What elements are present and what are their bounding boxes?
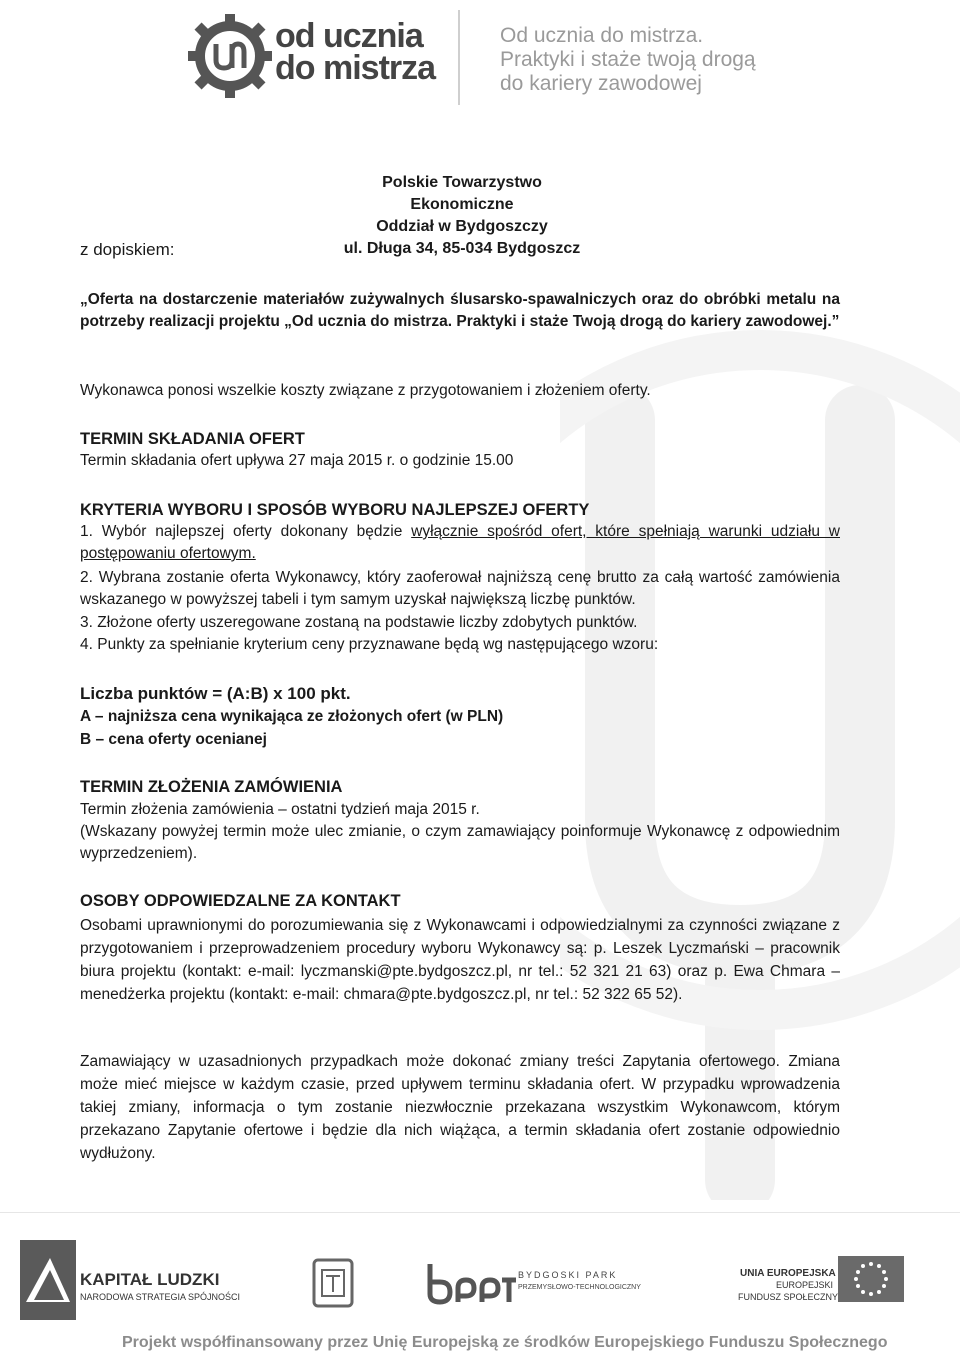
logo-wordmark: od ucznia do mistrza — [275, 17, 436, 87]
park-subtitle: PRZEMYSŁOWO-TECHNOLOGICZNY — [518, 1284, 641, 1291]
eu-subtitle-1: EUROPEJSKI — [776, 1280, 834, 1290]
footer-divider — [0, 1212, 960, 1213]
criteria-item-2: 2. Wybrana zostanie oferta Wykonawcy, który zaoferował najniższą cenę brutto za całą wartość zamówienia wskazanego w powyższej tabeli i tym samym uzyskał największą liczbę punktów. — [80, 569, 840, 608]
criteria-item-3: 3. Złożone oferty uszeregowane zostaną na podstawie liczby zdobytych punktów. — [80, 614, 638, 631]
recipient-address: Polskie Towarzystwo Ekonomiczne Oddział w Bydgoszczy ul. Długa 34, 85-034 Bydgoszcz — [343, 174, 581, 257]
header-tagline: Od ucznia do mistrza. Praktyki i staże twoją drogą do kariery zawodowej — [500, 24, 756, 95]
changes-text: Zamawiający w uzasadnionych przypadkach może dokonać zmiany treści Zapytania ofertowego. Zmiana może mieć miejsce w każdym czasie, przed upływem terminu składania ofert. W przypadku wprowadzenia takiej zmiany, informacja o tym zostanie niezwłocznie przekazana wszystkim Wykonawcom, którym przekazano Zapytanie ofertowe i będzie dla nich wiążąca, a termin składania ofert zostanie odpowiednio wydłużony. — [80, 1053, 840, 1162]
pte-emblem-icon — [312, 1258, 354, 1308]
kapital-ludzki-subtitle: NARODOWA STRATEGIA SPÓJNOŚCI — [80, 1292, 241, 1302]
order-term-note: (Wskazany powyżej termin może ulec zmianie, o czym zamawiający poinformuje Wykonawcę z odpowiednim wyprzedzeniem). — [80, 823, 840, 862]
offer-title: „Oferta na dostarczenie materiałów zużywalnych ślusarsko-spawalniczych oraz do obróbki metalu na potrzeby realizacji projektu „Od ucznia do mistrza. Praktyki i staże Twoją drogą do kariery zawodowej.” — [80, 291, 840, 330]
criteria-item-1: 1. Wybór najlepszej oferty dokonany będzie wyłącznie spośród ofert, które spełniają warunki udziału w postępowaniu ofertowym. — [80, 523, 840, 562]
deadline-heading: TERMIN SKŁADANIA OFERT — [80, 430, 305, 448]
formula-def-a: A – najniższa cena wynikająca ze złożonych ofert (w PLN) — [80, 708, 504, 725]
order-term-text: Termin złożenia zamówienia – ostatni tydzień maja 2015 r. — [80, 801, 480, 818]
gear-logo-icon — [188, 14, 272, 98]
eu-subtitle-2: FUNDUSZ SPOŁECZNY — [738, 1292, 839, 1302]
kapital-ludzki-title: KAPITAŁ LUDZKI — [80, 1270, 220, 1289]
eu-flag-icon — [838, 1256, 904, 1302]
criteria-item-4: 4. Punkty za spełnianie kryterium ceny przyznawane będą wg następującego wzoru: — [80, 636, 659, 653]
park-name: BYDGOSKI PARK — [518, 1270, 618, 1280]
deadline-text: Termin składania ofert upływa 27 maja 2015 r. o godzinie 15.00 — [80, 452, 514, 469]
kapital-ludzki-logo-icon — [20, 1240, 76, 1320]
formula-def-b: B – cena oferty ocenianej — [80, 731, 267, 748]
cofinance-note: Projekt współfinansowany przez Unię Europejską ze środków Europejskiego Funduszu Społecznego — [122, 1334, 888, 1351]
criteria-heading: KRYTERIA WYBORU I SPOSÓB WYBORU NAJLEPSZEJ OFERTY — [80, 501, 590, 519]
contacts-heading: OSOBY ODPOWIEDZALNE ZA KONTAKT — [80, 892, 401, 910]
eu-title: UNIA EUROPEJSKA — [740, 1268, 836, 1279]
contacts-text: Osobami uprawnionymi do porozumiewania się z Wykonawcami i odpowiedzialnymi za czynności związane z przygotowaniem i przeprowadzeniem procedury wyboru Wykonawcy są: p. Leszek Lyczmański – pracownik biura projektu (kontakt: e-mail: lyczmanski@pte.bydgoszcz.pl, nr tel.: 52 321 21 63) oraz p. Ewa Chmara – menedżerka projektu (kontakt: e-mail: chmara@pte.bydgoszcz.pl, nr tel.: 52 322 65 52). — [80, 917, 840, 1003]
points-formula: Liczba punktów = (A:B) x 100 pkt. — [80, 684, 351, 703]
header-divider — [458, 10, 460, 105]
costs-note: Wykonawca ponosi wszelkie koszty związane z przygotowaniem i złożeniem oferty. — [80, 382, 651, 399]
order-term-heading: TERMIN ZŁOŻENIA ZAMÓWIENIA — [80, 778, 343, 796]
annotation-label: z dopiskiem: — [80, 240, 175, 259]
bppt-logo-icon — [424, 1258, 518, 1308]
